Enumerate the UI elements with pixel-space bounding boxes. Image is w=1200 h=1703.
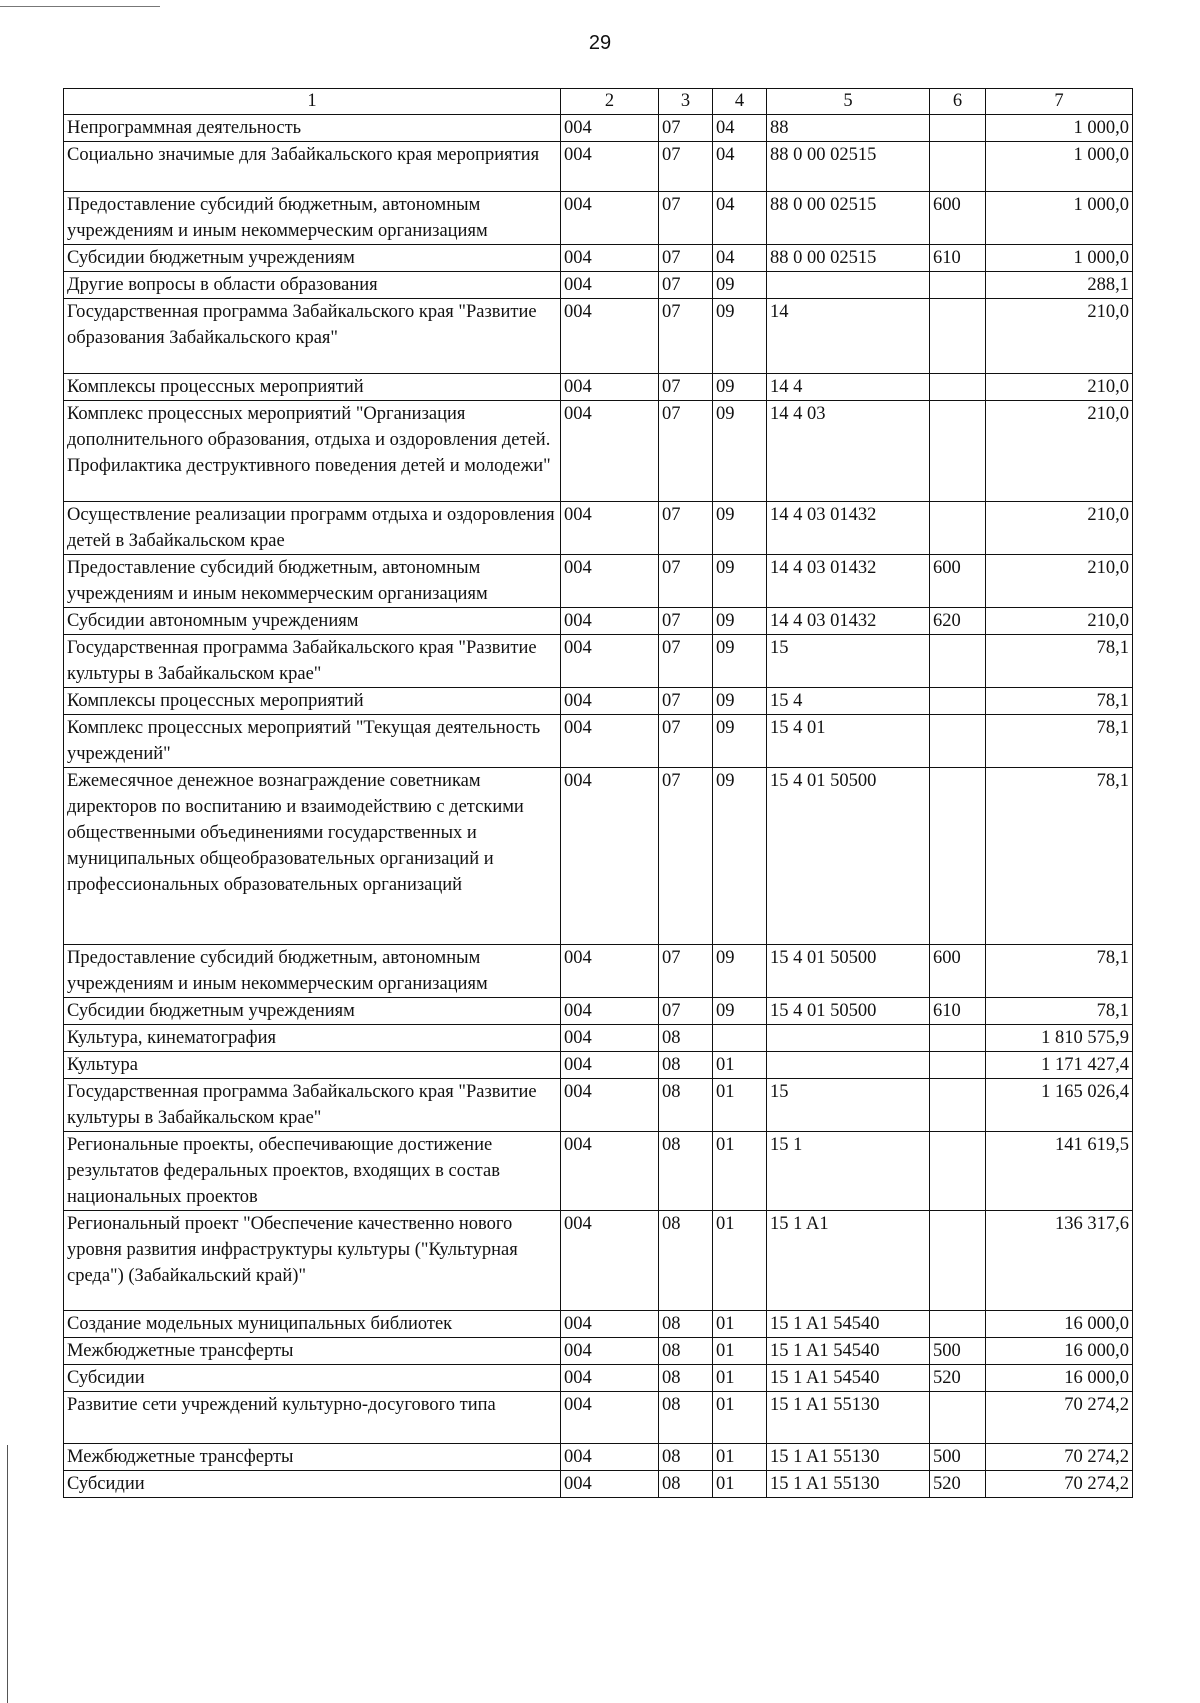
row-name: Другие вопросы в области образования xyxy=(64,272,561,299)
budget-table xyxy=(63,88,1133,1498)
row-name: Субсидии автономным учреждениям xyxy=(64,608,561,635)
row-col4: 01 xyxy=(713,1311,767,1338)
row-col3: 07 xyxy=(659,502,713,555)
row-col3: 07 xyxy=(659,192,713,245)
row-col4: 01 xyxy=(713,1052,767,1079)
header-row xyxy=(64,89,1133,115)
row-col3: 07 xyxy=(659,688,713,715)
row-col4: 09 xyxy=(713,401,767,502)
row-col3: 07 xyxy=(659,401,713,502)
row-col3: 07 xyxy=(659,608,713,635)
table-row xyxy=(64,115,1133,142)
row-col4: 09 xyxy=(713,945,767,998)
scan-artifact-top-line xyxy=(0,6,160,7)
row-col4: 09 xyxy=(713,374,767,401)
row-name: Комплекс процессных мероприятий "Организация дополнительного образования, отдыха и оздоровления детей. Профилактика деструктивного поведения детей и молодежи" xyxy=(64,401,561,502)
table-row xyxy=(64,555,1133,608)
row-col2: 004 xyxy=(561,1025,659,1052)
row-name: Межбюджетные трансферты xyxy=(64,1444,561,1471)
row-name: Ежемесячное денежное вознаграждение советникам директоров по воспитанию и взаимодействию с детскими общественными объединениями государственных и муниципальных общеобразовательных организаций и профессиональных образовательных организаций xyxy=(64,768,561,945)
table-row xyxy=(64,768,1133,945)
row-amount: 210,0 xyxy=(986,555,1133,608)
row-amount: 1 810 575,9 xyxy=(986,1025,1133,1052)
table-row xyxy=(64,192,1133,245)
row-name: Комплексы процессных мероприятий xyxy=(64,374,561,401)
row-code: 15 4 01 50500 xyxy=(767,945,930,998)
row-col4: 01 xyxy=(713,1338,767,1365)
row-col3: 07 xyxy=(659,635,713,688)
row-amount: 16 000,0 xyxy=(986,1311,1133,1338)
row-code: 15 1 xyxy=(767,1132,930,1211)
row-col6 xyxy=(930,635,986,688)
row-col6: 610 xyxy=(930,998,986,1025)
row-amount: 78,1 xyxy=(986,635,1133,688)
row-col6: 520 xyxy=(930,1365,986,1392)
table-row xyxy=(64,401,1133,502)
row-amount: 70 274,2 xyxy=(986,1444,1133,1471)
row-code: 15 1 A1 54540 xyxy=(767,1338,930,1365)
row-col6 xyxy=(930,401,986,502)
row-col2: 004 xyxy=(561,1365,659,1392)
row-col4: 01 xyxy=(713,1392,767,1444)
row-name: Непрограммная деятельность xyxy=(64,115,561,142)
row-col2: 004 xyxy=(561,192,659,245)
row-amount: 78,1 xyxy=(986,998,1133,1025)
table-row xyxy=(64,502,1133,555)
page-number: 29 xyxy=(588,32,612,54)
row-col2: 004 xyxy=(561,272,659,299)
row-name: Развитие сети учреждений культурно-досугового типа xyxy=(64,1392,561,1444)
row-code: 88 xyxy=(767,115,930,142)
row-col4: 09 xyxy=(713,715,767,768)
row-col4: 04 xyxy=(713,115,767,142)
row-col4: 01 xyxy=(713,1132,767,1211)
row-col2: 004 xyxy=(561,1471,659,1498)
row-amount: 1 165 026,4 xyxy=(986,1079,1133,1132)
row-amount: 1 000,0 xyxy=(986,115,1133,142)
row-name: Комплекс процессных мероприятий "Текущая деятельность учреждений" xyxy=(64,715,561,768)
header-cell: 1 xyxy=(64,89,561,115)
row-col2: 004 xyxy=(561,1211,659,1311)
row-col2: 004 xyxy=(561,1079,659,1132)
row-code: 88 0 00 02515 xyxy=(767,142,930,192)
row-col3: 07 xyxy=(659,142,713,192)
row-code: 14 4 xyxy=(767,374,930,401)
row-col3: 08 xyxy=(659,1132,713,1211)
table-row xyxy=(64,1392,1133,1444)
row-col6 xyxy=(930,1392,986,1444)
row-code: 15 4 01 50500 xyxy=(767,768,930,945)
row-col6: 520 xyxy=(930,1471,986,1498)
row-code: 15 4 xyxy=(767,688,930,715)
row-col4: 09 xyxy=(713,555,767,608)
table-row xyxy=(64,299,1133,374)
row-col6 xyxy=(930,1311,986,1338)
row-col4: 01 xyxy=(713,1471,767,1498)
row-code: 15 1 A1 55130 xyxy=(767,1471,930,1498)
row-code: 88 0 00 02515 xyxy=(767,192,930,245)
row-col4: 09 xyxy=(713,688,767,715)
table-row xyxy=(64,688,1133,715)
row-col4: 04 xyxy=(713,142,767,192)
row-col6 xyxy=(930,1079,986,1132)
row-amount: 78,1 xyxy=(986,688,1133,715)
row-col2: 004 xyxy=(561,1392,659,1444)
row-name: Комплексы процессных мероприятий xyxy=(64,688,561,715)
row-name: Осуществление реализации программ отдыха и оздоровления детей в Забайкальском крае xyxy=(64,502,561,555)
row-amount: 210,0 xyxy=(986,299,1133,374)
row-col6 xyxy=(930,688,986,715)
row-code: 15 xyxy=(767,635,930,688)
row-col3: 07 xyxy=(659,768,713,945)
table-row xyxy=(64,1471,1133,1498)
row-amount: 210,0 xyxy=(986,608,1133,635)
row-name: Культура, кинематография xyxy=(64,1025,561,1052)
table-row xyxy=(64,998,1133,1025)
row-col4: 01 xyxy=(713,1365,767,1392)
row-col6 xyxy=(930,715,986,768)
row-col6 xyxy=(930,299,986,374)
row-col4: 09 xyxy=(713,608,767,635)
row-amount: 16 000,0 xyxy=(986,1365,1133,1392)
table-row xyxy=(64,1025,1133,1052)
row-name: Межбюджетные трансферты xyxy=(64,1338,561,1365)
row-name: Государственная программа Забайкальского края "Развитие образования Забайкальского края" xyxy=(64,299,561,374)
row-code: 15 4 01 xyxy=(767,715,930,768)
row-col4: 09 xyxy=(713,502,767,555)
row-name: Субсидии бюджетным учреждениям xyxy=(64,998,561,1025)
row-col6 xyxy=(930,1132,986,1211)
row-name: Создание модельных муниципальных библиотек xyxy=(64,1311,561,1338)
row-col2: 004 xyxy=(561,688,659,715)
row-code: 15 1 A1 55130 xyxy=(767,1444,930,1471)
row-code: 14 xyxy=(767,299,930,374)
row-col2: 004 xyxy=(561,998,659,1025)
header-cell: 3 xyxy=(659,89,713,115)
row-amount: 288,1 xyxy=(986,272,1133,299)
row-name: Субсидии xyxy=(64,1365,561,1392)
row-col3: 07 xyxy=(659,272,713,299)
row-amount: 210,0 xyxy=(986,502,1133,555)
header-cell: 7 xyxy=(986,89,1133,115)
row-col3: 07 xyxy=(659,299,713,374)
row-amount: 78,1 xyxy=(986,768,1133,945)
row-col3: 08 xyxy=(659,1365,713,1392)
row-code: 14 4 03 01432 xyxy=(767,608,930,635)
row-code: 88 0 00 02515 xyxy=(767,245,930,272)
table-row xyxy=(64,374,1133,401)
table-body xyxy=(64,115,1133,1498)
row-col6: 500 xyxy=(930,1444,986,1471)
table-row xyxy=(64,1079,1133,1132)
row-code xyxy=(767,272,930,299)
row-col3: 08 xyxy=(659,1338,713,1365)
row-col6 xyxy=(930,115,986,142)
table-row xyxy=(64,142,1133,192)
table-row xyxy=(64,1365,1133,1392)
row-col3: 07 xyxy=(659,715,713,768)
row-code: 15 1 A1 55130 xyxy=(767,1392,930,1444)
row-col2: 004 xyxy=(561,502,659,555)
row-name: Государственная программа Забайкальского края "Развитие культуры в Забайкальском крае" xyxy=(64,1079,561,1132)
row-col4: 04 xyxy=(713,245,767,272)
row-col2: 004 xyxy=(561,299,659,374)
row-col2: 004 xyxy=(561,945,659,998)
row-amount: 70 274,2 xyxy=(986,1471,1133,1498)
row-col3: 08 xyxy=(659,1052,713,1079)
row-col2: 004 xyxy=(561,608,659,635)
row-col2: 004 xyxy=(561,401,659,502)
row-col6 xyxy=(930,272,986,299)
row-col3: 08 xyxy=(659,1025,713,1052)
header-cell: 6 xyxy=(930,89,986,115)
row-col6 xyxy=(930,374,986,401)
row-col6 xyxy=(930,1052,986,1079)
table-row xyxy=(64,1052,1133,1079)
row-col4: 09 xyxy=(713,768,767,945)
row-col6: 500 xyxy=(930,1338,986,1365)
header-cell: 5 xyxy=(767,89,930,115)
table-row xyxy=(64,608,1133,635)
row-code: 15 1 A1 xyxy=(767,1211,930,1311)
row-col6: 600 xyxy=(930,945,986,998)
row-name: Государственная программа Забайкальского края "Развитие культуры в Забайкальском крае" xyxy=(64,635,561,688)
row-col2: 004 xyxy=(561,715,659,768)
row-col6: 610 xyxy=(930,245,986,272)
row-amount: 1 171 427,4 xyxy=(986,1052,1133,1079)
row-amount: 16 000,0 xyxy=(986,1338,1133,1365)
row-col2: 004 xyxy=(561,1311,659,1338)
row-col6 xyxy=(930,142,986,192)
table-row xyxy=(64,1338,1133,1365)
row-col4 xyxy=(713,1025,767,1052)
row-amount: 1 000,0 xyxy=(986,192,1133,245)
row-col6 xyxy=(930,768,986,945)
row-col2: 004 xyxy=(561,245,659,272)
table-row xyxy=(64,245,1133,272)
scan-artifact-left-line xyxy=(7,1445,8,1703)
row-col3: 07 xyxy=(659,374,713,401)
row-name: Предоставление субсидий бюджетным, автономным учреждениям и иным некоммерческим организациям xyxy=(64,555,561,608)
row-col2: 004 xyxy=(561,115,659,142)
row-col6 xyxy=(930,502,986,555)
row-col2: 004 xyxy=(561,768,659,945)
row-col6 xyxy=(930,1211,986,1311)
row-name: Культура xyxy=(64,1052,561,1079)
row-name: Субсидии xyxy=(64,1471,561,1498)
row-col3: 07 xyxy=(659,115,713,142)
row-col2: 004 xyxy=(561,635,659,688)
row-col3: 07 xyxy=(659,245,713,272)
table-row xyxy=(64,715,1133,768)
row-code: 14 4 03 01432 xyxy=(767,555,930,608)
row-name: Субсидии бюджетным учреждениям xyxy=(64,245,561,272)
row-col3: 07 xyxy=(659,945,713,998)
row-code: 15 4 01 50500 xyxy=(767,998,930,1025)
row-name: Предоставление субсидий бюджетным, автономным учреждениям и иным некоммерческим организациям xyxy=(64,945,561,998)
row-code xyxy=(767,1052,930,1079)
table-row xyxy=(64,945,1133,998)
header-cell: 2 xyxy=(561,89,659,115)
row-col2: 004 xyxy=(561,1132,659,1211)
row-col3: 08 xyxy=(659,1079,713,1132)
row-amount: 70 274,2 xyxy=(986,1392,1133,1444)
row-col4: 09 xyxy=(713,272,767,299)
table-row xyxy=(64,272,1133,299)
row-name: Предоставление субсидий бюджетным, автономным учреждениям и иным некоммерческим организациям xyxy=(64,192,561,245)
row-amount: 1 000,0 xyxy=(986,245,1133,272)
row-col6: 600 xyxy=(930,555,986,608)
row-col2: 004 xyxy=(561,1338,659,1365)
row-col6: 600 xyxy=(930,192,986,245)
row-col2: 004 xyxy=(561,142,659,192)
row-col6: 620 xyxy=(930,608,986,635)
row-col3: 08 xyxy=(659,1444,713,1471)
row-col2: 004 xyxy=(561,1444,659,1471)
row-name: Социально значимые для Забайкальского края мероприятия xyxy=(64,142,561,192)
table-row xyxy=(64,635,1133,688)
row-col6 xyxy=(930,1025,986,1052)
row-col2: 004 xyxy=(561,555,659,608)
row-amount: 78,1 xyxy=(986,715,1133,768)
row-col3: 07 xyxy=(659,998,713,1025)
row-col4: 01 xyxy=(713,1079,767,1132)
row-amount: 210,0 xyxy=(986,374,1133,401)
row-code: 15 1 A1 54540 xyxy=(767,1365,930,1392)
table-row xyxy=(64,1132,1133,1211)
table-row xyxy=(64,1211,1133,1311)
row-col4: 09 xyxy=(713,635,767,688)
row-col4: 04 xyxy=(713,192,767,245)
row-col2: 004 xyxy=(561,1052,659,1079)
row-code: 15 xyxy=(767,1079,930,1132)
row-amount: 141 619,5 xyxy=(986,1132,1133,1211)
row-col3: 08 xyxy=(659,1211,713,1311)
row-col3: 08 xyxy=(659,1392,713,1444)
row-col3: 07 xyxy=(659,555,713,608)
row-code: 14 4 03 xyxy=(767,401,930,502)
row-amount: 1 000,0 xyxy=(986,142,1133,192)
row-name: Региональные проекты, обеспечивающие достижение результатов федеральных проектов, входящих в состав национальных проектов xyxy=(64,1132,561,1211)
row-col4: 01 xyxy=(713,1211,767,1311)
row-amount: 78,1 xyxy=(986,945,1133,998)
row-col4: 09 xyxy=(713,998,767,1025)
row-amount: 136 317,6 xyxy=(986,1211,1133,1311)
row-amount: 210,0 xyxy=(986,401,1133,502)
row-col4: 09 xyxy=(713,299,767,374)
row-code xyxy=(767,1025,930,1052)
row-code: 14 4 03 01432 xyxy=(767,502,930,555)
table-row xyxy=(64,1311,1133,1338)
row-name: Региональный проект "Обеспечение качественно нового уровня развития инфраструктуры культуры ("Культурная среда") (Забайкальский край)" xyxy=(64,1211,561,1311)
header-cell: 4 xyxy=(713,89,767,115)
row-col3: 08 xyxy=(659,1471,713,1498)
row-col3: 08 xyxy=(659,1311,713,1338)
table-row xyxy=(64,1444,1133,1471)
row-col4: 01 xyxy=(713,1444,767,1471)
row-col2: 004 xyxy=(561,374,659,401)
row-code: 15 1 A1 54540 xyxy=(767,1311,930,1338)
